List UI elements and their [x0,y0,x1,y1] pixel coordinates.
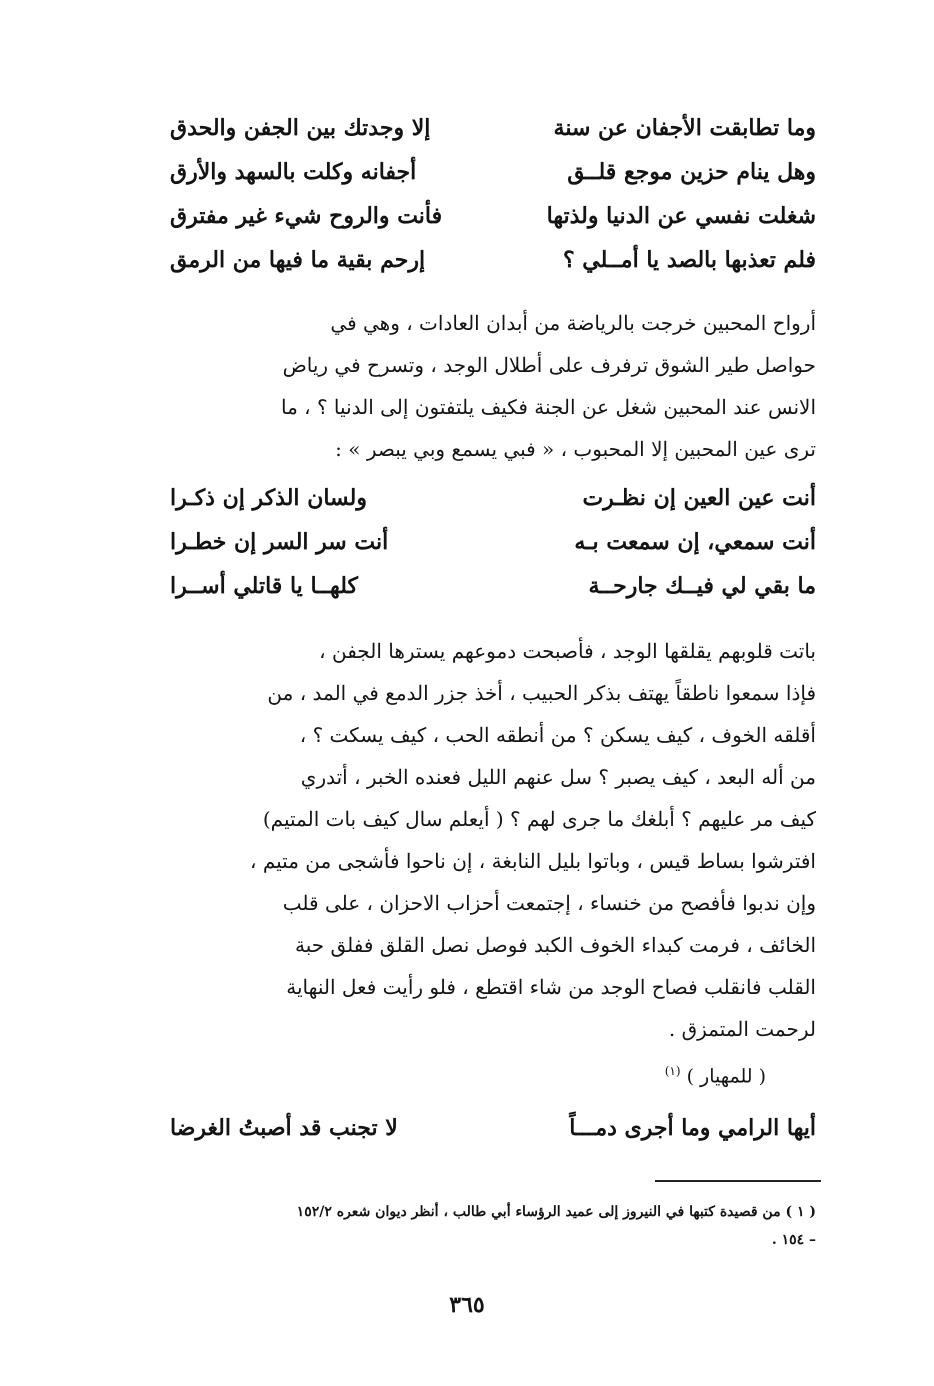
paragraph-line: الانس عند المحبين شغل عن الجنة فكيف يلتفتون إلى الدنيا ؟ ، ما [280,395,816,419]
paragraph-line: وإن ندبوا فأفصح من خنساء ، إجتمعت أحزاب الاحزان ، على قلب [282,891,816,915]
paragraph-line: افترشوا بساط قيس ، وباتوا بليل النابغة ، إن ناحوا فأشجى من متيم ، [250,849,816,873]
verse-first-hemistich: وهل ينام حزين موجع قلــق [567,159,816,185]
verse-first-hemistich: ما بقي لي فيــك جارحــة [588,573,816,599]
verse-second-hemistich: أنت سر السر إن خطـرا [170,529,389,555]
paragraph-line: الخائف ، فرمت كبداء الخوف الكبد فوصل نصل القلق ففلق حبة [294,933,816,957]
verse-second-hemistich: فأنت والروح شيء غير مفترق [170,203,443,229]
verse-line [170,150,816,194]
verse-line [170,238,816,282]
verse-second-hemistich: أجفانه وكلت بالسهد والأرق [170,159,417,185]
paragraph-line: لرحمت المتمزق . [668,1017,816,1041]
paragraph-2 [170,630,816,1050]
verse-second-hemistich: إلا وجدتك بين الجفن والحدق [170,115,431,141]
paragraph-1 [170,302,816,470]
verse-first-hemistich: أنت سمعي، إن سمعت بـه [574,529,816,555]
verse-line [170,194,816,238]
paragraph-line: فإذا سمعوا ناطقاً يهتف بذكر الحبيب ، أخذ جزر الدمع في المد ، من [267,681,816,705]
paragraph-line: حواصل طير الشوق ترفرف على أطلال الوجد ، وتسرح في رياض [282,353,816,377]
attribution-text: ( للمهيار ) [686,1065,766,1088]
poem-attribution [170,1056,766,1091]
verse-line [170,106,816,150]
poem-1 [170,106,816,282]
poem-3 [170,1106,816,1150]
verse-first-hemistich: شغلت نفسي عن الدنيا ولذتها [546,203,816,229]
verse-first-hemistich: فلم تعذبها بالصد يا أمــلي ؟ [562,247,816,273]
paragraph-line: القلب فانقلب فصاح الوجد من شاء اقتطع ، فلو رأيت فعل النهاية [286,975,816,999]
paragraph-line: من أله البعد ، كيف يصبر ؟ سل عنهم الليل فعنده الخبر ، أتدري [300,765,816,789]
footnote-reference: (١) [664,1064,681,1078]
verse-first-hemistich: أنت عين العين إن نظـرت [582,485,816,511]
footnote-line: – ١٥٤ . [771,1232,816,1248]
verse-first-hemistich: وما تطابقت الأجفان عن سنة [553,115,816,141]
verse-line [170,564,816,608]
paragraph-line: أقلقه الخوف ، كيف يسكن ؟ من أنطقه الحب ، كيف يسكت ؟ ، [299,723,816,747]
verse-line [170,520,816,564]
poem-2 [170,476,816,608]
verse-second-hemistich: لا تجنب قد أصبتُ الغرضا [170,1115,398,1141]
paragraph-line: باتت قلوبهم يقلقها الوجد ، فأصبحت دموعهم يسترها الجفن ، [319,639,816,663]
paragraph-line: كيف مر عليهم ؟ أبلغك ما جرى لهم ؟ ( أيعلم سال كيف بات المتيم) [262,807,816,831]
verse-second-hemistich: كلهــا يا قاتلي أســرا [170,573,358,599]
footnote [180,1198,816,1254]
verse-first-hemistich: أيها الرامي وما أجرى دمـــاً [569,1115,816,1141]
verse-second-hemistich: إرحم بقية ما فيها من الرمق [170,247,426,273]
verse-second-hemistich: ولسان الذكر إن ذكـرا [170,485,368,511]
footnote-line: ( ١ ) من قصيدة كتبها في النيروز إلى عميد الرؤساء أبي طالب ، أنظر ديوان شعره ١٥٢/٢ [296,1204,816,1220]
footnote-separator [655,1180,821,1182]
verse-line [170,476,816,520]
paragraph-line: ترى عين المحبين إلا المحبوب ، « فبي يسمع وبي يبصر » : [335,437,816,461]
verse-line [170,1106,816,1150]
page-number: ٣٦٥ [449,1292,485,1318]
paragraph-line: أرواح المحبين خرجت بالرياضة من أبدان العادات ، وهي في [330,311,816,335]
